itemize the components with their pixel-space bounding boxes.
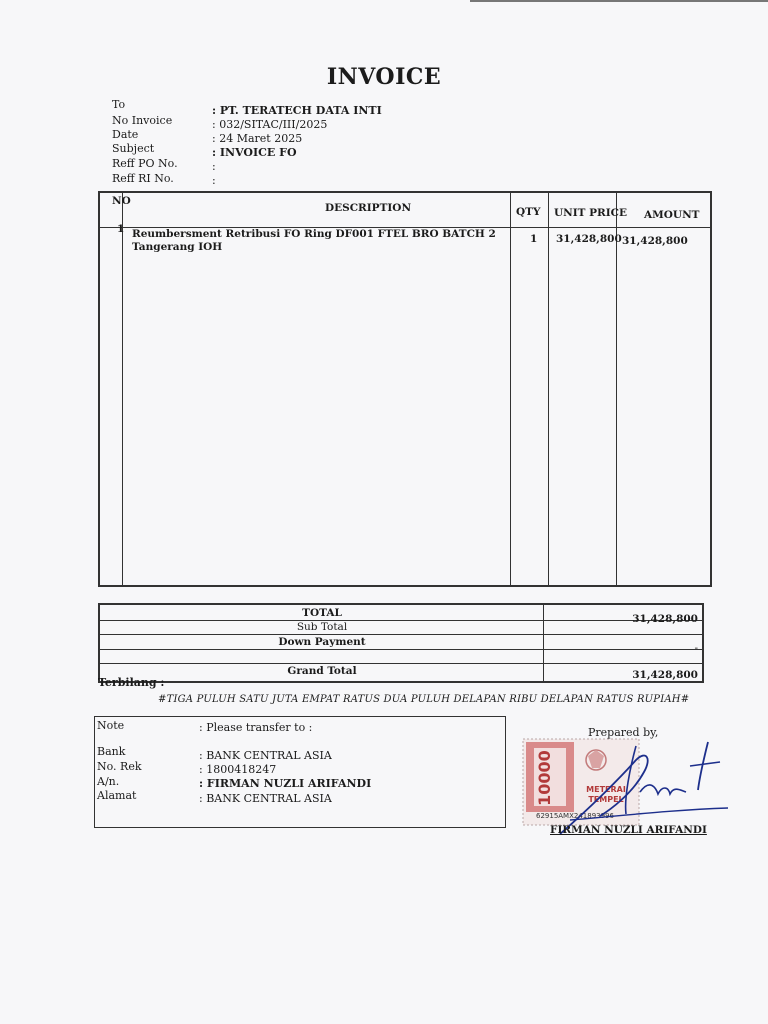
note-label: Note — [97, 719, 125, 732]
subtotal-label: Sub Total — [296, 621, 348, 633]
invoice-no-value: : 032/SITAC/III/2025 — [212, 118, 328, 131]
row-description-line1: Reumbersment Retribusi FO Ring DF001 FTEL BRO BATCH 2 — [132, 228, 496, 240]
invoice-title: INVOICE — [326, 64, 442, 90]
header-description: DESCRIPTION — [325, 202, 412, 214]
bank-label: Bank — [97, 745, 126, 758]
reff-ri-label: Reff RI No. — [112, 172, 174, 185]
header-unit-price: UNIT PRICE — [554, 207, 628, 219]
svg-text:TEMPEL: TEMPEL — [588, 795, 624, 804]
header-no: NO — [112, 195, 131, 207]
date-label: Date — [112, 128, 139, 141]
address-value: : BANK CENTRAL ASIA — [199, 792, 332, 805]
row-qty: 1 — [530, 233, 538, 245]
totals-box — [98, 603, 704, 683]
items-table — [98, 191, 712, 587]
invoice-no-label: No Invoice — [112, 114, 173, 127]
date-value: : 24 Maret 2025 — [212, 132, 303, 145]
row-description-line2: Tangerang IOH — [132, 241, 223, 253]
down-payment-label: Down Payment — [278, 636, 366, 648]
total-label: TOTAL — [302, 607, 342, 619]
account-name-value: : FIRMAN NUZLI ARIFANDI — [199, 777, 372, 790]
reff-ri-value: : — [212, 174, 216, 187]
address-label: Alamat — [97, 789, 137, 802]
header-qty: QTY — [516, 206, 541, 218]
account-name-label: A/n. — [97, 775, 120, 788]
reff-po-label: Reff PO No. — [112, 157, 178, 170]
down-payment-value: - — [694, 642, 698, 654]
signatory-name: FIRMAN NUZLI ARIFANDI — [550, 824, 707, 836]
total-value: 31,428,800 — [632, 613, 698, 625]
note-value: : Please transfer to : — [199, 721, 313, 734]
bank-value: : BANK CENTRAL ASIA — [199, 749, 332, 762]
totals-row-line — [100, 663, 702, 664]
row-unit-price: 31,428,800 — [556, 233, 622, 245]
col-divider — [122, 193, 123, 585]
svg-text:62915AMX241893996: 62915AMX241893996 — [536, 812, 614, 820]
grand-total-label: Grand Total — [287, 665, 357, 677]
grand-total-value: 31,428,800 — [632, 669, 698, 681]
row-amount: 31,428,800 — [622, 235, 688, 247]
account-no-label: No. Rek — [97, 760, 142, 773]
totals-row-line — [100, 649, 702, 650]
row-no: 1 — [117, 223, 125, 235]
reff-po-value: : — [212, 160, 216, 173]
scan-edge-line — [470, 0, 768, 2]
col-divider — [616, 193, 617, 585]
prepared-by-label: Prepared by, — [588, 726, 659, 739]
to-value: : PT. TERATECH DATA INTI — [212, 104, 382, 117]
totals-row-line — [100, 634, 702, 635]
svg-text:METERAI: METERAI — [586, 785, 626, 794]
terbilang-text: #TIGA PULUH SATU JUTA EMPAT RATUS DUA PULUH DELAPAN RIBU DELAPAN RATUS RUPIAH# — [158, 694, 690, 705]
header-amount: AMOUNT — [644, 209, 700, 221]
to-label: To — [112, 98, 126, 111]
subject-label: Subject — [112, 142, 155, 155]
col-divider — [548, 193, 549, 585]
terbilang-label: Terbilang : — [98, 676, 165, 689]
subject-value: : INVOICE FO — [212, 146, 297, 159]
col-divider — [510, 193, 511, 585]
account-no-value: : 1800418247 — [199, 763, 277, 776]
svg-text:10000: 10000 — [535, 750, 554, 806]
payment-note-box — [94, 716, 506, 828]
